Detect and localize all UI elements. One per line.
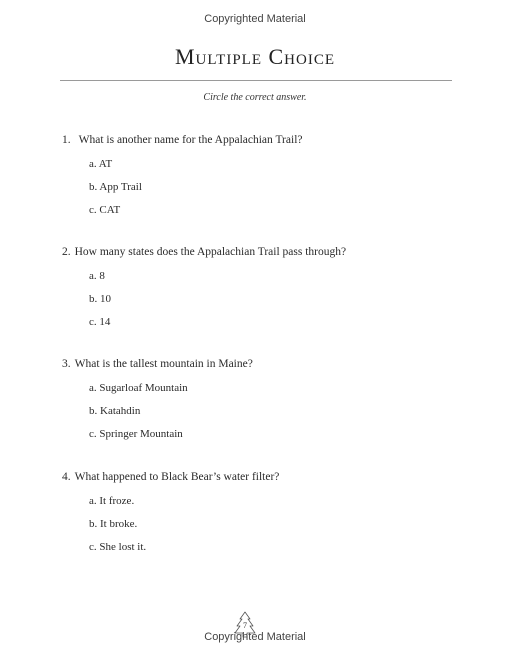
answer-option-a: a. It froze. — [89, 495, 135, 507]
answer-option-b: b. App Trail — [89, 181, 142, 193]
answer-option-c: c. Springer Mountain — [89, 428, 183, 440]
answer-option-b: b. 10 — [89, 293, 111, 305]
question-prompt — [62, 133, 462, 147]
copyright-notice-bottom: Copyrighted Material — [204, 631, 306, 643]
question-3 — [62, 357, 462, 441]
page-title: Multiple Choice — [174, 44, 335, 69]
page-number: 7 — [243, 621, 247, 630]
question-text: What is the tallest mountain in Maine? — [74, 358, 253, 370]
answer-option-a: a. Sugarloaf Mountain — [89, 382, 188, 394]
answer-option-a: a. 8 — [89, 270, 105, 282]
copyright-notice-top: Copyrighted Material — [204, 13, 306, 25]
title-divider — [60, 80, 452, 81]
answer-option-c: c. CAT — [89, 204, 121, 216]
question-number: 2. — [62, 246, 71, 258]
question-number: 4. — [62, 471, 71, 483]
instruction-text: Circle the correct answer. — [203, 92, 307, 103]
question-number: 1. — [62, 134, 71, 146]
question-text: What happened to Black Bear’s water filter? — [74, 471, 280, 483]
question-text: What is another name for the Appalachian Trail? — [78, 134, 303, 146]
question-text: How many states does the Appalachian Trail pass through? — [74, 246, 347, 258]
question-2 — [62, 245, 462, 329]
answer-option-a: a. AT — [89, 158, 113, 170]
question-4 — [62, 470, 462, 554]
answer-option-c: c. She lost it. — [89, 541, 147, 553]
question-prompt — [62, 470, 462, 484]
question-prompt — [62, 357, 462, 371]
question-1 — [62, 133, 462, 217]
answer-option-b: b. Katahdin — [89, 405, 141, 417]
question-prompt — [62, 245, 462, 259]
answer-option-b: b. It broke. — [89, 518, 138, 530]
question-number: 3. — [62, 358, 71, 370]
answer-option-c: c. 14 — [89, 316, 111, 328]
